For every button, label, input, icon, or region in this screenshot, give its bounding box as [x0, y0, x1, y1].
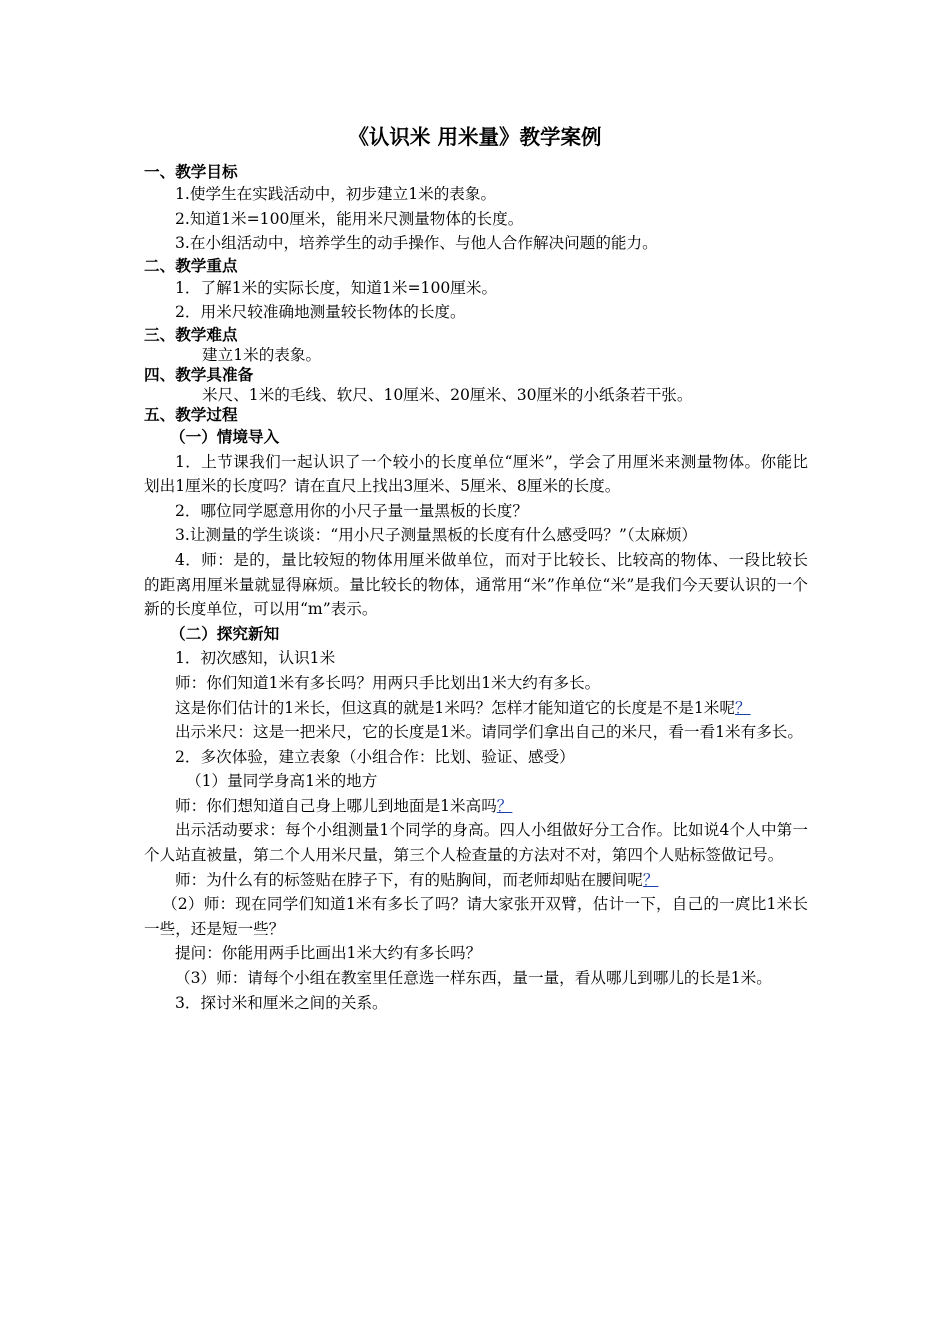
- paragraph: 3．探讨米和厘米之间的关系。: [175, 993, 388, 1012]
- question-mark-link: ？: [734, 698, 751, 717]
- subsection-heading-explore: （二）探究新知: [170, 624, 280, 643]
- paragraph-text: 这是你们估计的1米长，但这真的就是1米吗？怎样才能知道它的长度是不是1米呢: [175, 698, 735, 717]
- question-mark-link: ？: [496, 796, 513, 815]
- question-mark-link: ？: [642, 870, 659, 889]
- section-heading-process: 五、教学过程: [144, 405, 238, 424]
- materials-text: 米尺、1米的毛线、软尺、10厘米、20厘米、30厘米的小纸条若干张。: [202, 385, 693, 404]
- paragraph: 出示活动要求：每个小组测量1个同学的身高。四人小组做好分工合作。比如说4个人中第一个人站直被量，第二个人用米尺量，第三个人检查量的方法对不对，第四个人贴标签做记号。: [144, 821, 808, 865]
- paragraph: 3.让测量的学生谈谈：“用小尺子测量黑板的长度有什么感受吗？”（太麻烦）: [175, 526, 698, 545]
- section-heading-difficulties: 三、教学难点: [144, 325, 238, 344]
- section-heading-materials: 四、教学具准备: [144, 365, 254, 384]
- section-heading-objectives: 一、教学目标: [144, 163, 238, 181]
- difficulty-text: 建立1米的表象。: [202, 345, 322, 364]
- objective-item: 3.在小组活动中，培养学生的动手操作、与他人合作解决问题的能力。: [175, 234, 658, 253]
- objective-item: 1.使学生在实践活动中，初步建立1米的表象。: [175, 185, 497, 203]
- paragraph: [144, 868, 808, 893]
- subsection-heading-intro: （一）情境导入: [170, 427, 280, 446]
- paragraph: （1）量同学身高1米的地方: [186, 772, 378, 791]
- paragraph: 1．初次感知，认识1米: [175, 649, 336, 668]
- key-point-item: 1．了解1米的实际长度，知道1米=100厘米。: [175, 278, 498, 297]
- paragraph: 师：你们知道1米有多长吗？用两只手比划出1米大约有多长。: [175, 673, 601, 692]
- paragraph: （2）师：现在同学们知道1米有多长了吗？请大家张开双臂，估计一下，自己的一庹比1米长一些，还是短一些？: [144, 895, 808, 938]
- objective-item: 2.知道1米=100厘米，能用米尺测量物体的长度。: [175, 209, 524, 228]
- paragraph: [144, 696, 808, 721]
- paragraph: 1．上节课我们一起认识了一个较小的长度单位“厘米”，学会了用厘米来测量物体。你能比划出1厘米的长度吗？请在直尺上找出3厘米、5厘米、8厘米的长度。: [144, 452, 808, 496]
- paragraph: 2．哪位同学愿意用你的小尺子量一量黑板的长度？: [175, 501, 528, 520]
- paragraph-text: 师：你们想知道自己身上哪儿到地面是1米高吗: [175, 796, 497, 815]
- paragraph: 出示米尺：这是一把米尺，它的长度是1米。请同学们拿出自己的米尺，看一看1米有多长。: [175, 723, 803, 742]
- key-point-item: 2．用米尺较准确地测量较长物体的长度。: [175, 303, 466, 322]
- paragraph: 2．多次体验，建立表象（小组合作：比划、验证、感受）: [175, 747, 575, 766]
- paragraph: [144, 794, 808, 819]
- paragraph: 提问：你能用两手比画出1米大约有多长吗？: [175, 944, 482, 963]
- paragraph-text: 师：为什么有的标签贴在脖子下，有的贴胸间，而老师却贴在腰间呢: [175, 870, 643, 889]
- document-body: [144, 162, 808, 1015]
- paragraph: （3）师：请每个小组在教室里任意选一样东西，量一量，看从哪儿到哪儿的长是1米。: [175, 969, 772, 988]
- paragraph: 4．师：是的，量比较短的物体用厘米做单位，而对于比较长、比较高的物体、一段比较长的距离用厘米量就显得麻烦。量比较长的物体，通常用“米”作单位“米”是我们今天要认识的一个新的长度单位，可以用“m”表示。: [144, 550, 808, 619]
- document-title: 《认识米 用米量》教学案例: [348, 125, 602, 149]
- section-heading-key-points: 二、教学重点: [144, 256, 238, 275]
